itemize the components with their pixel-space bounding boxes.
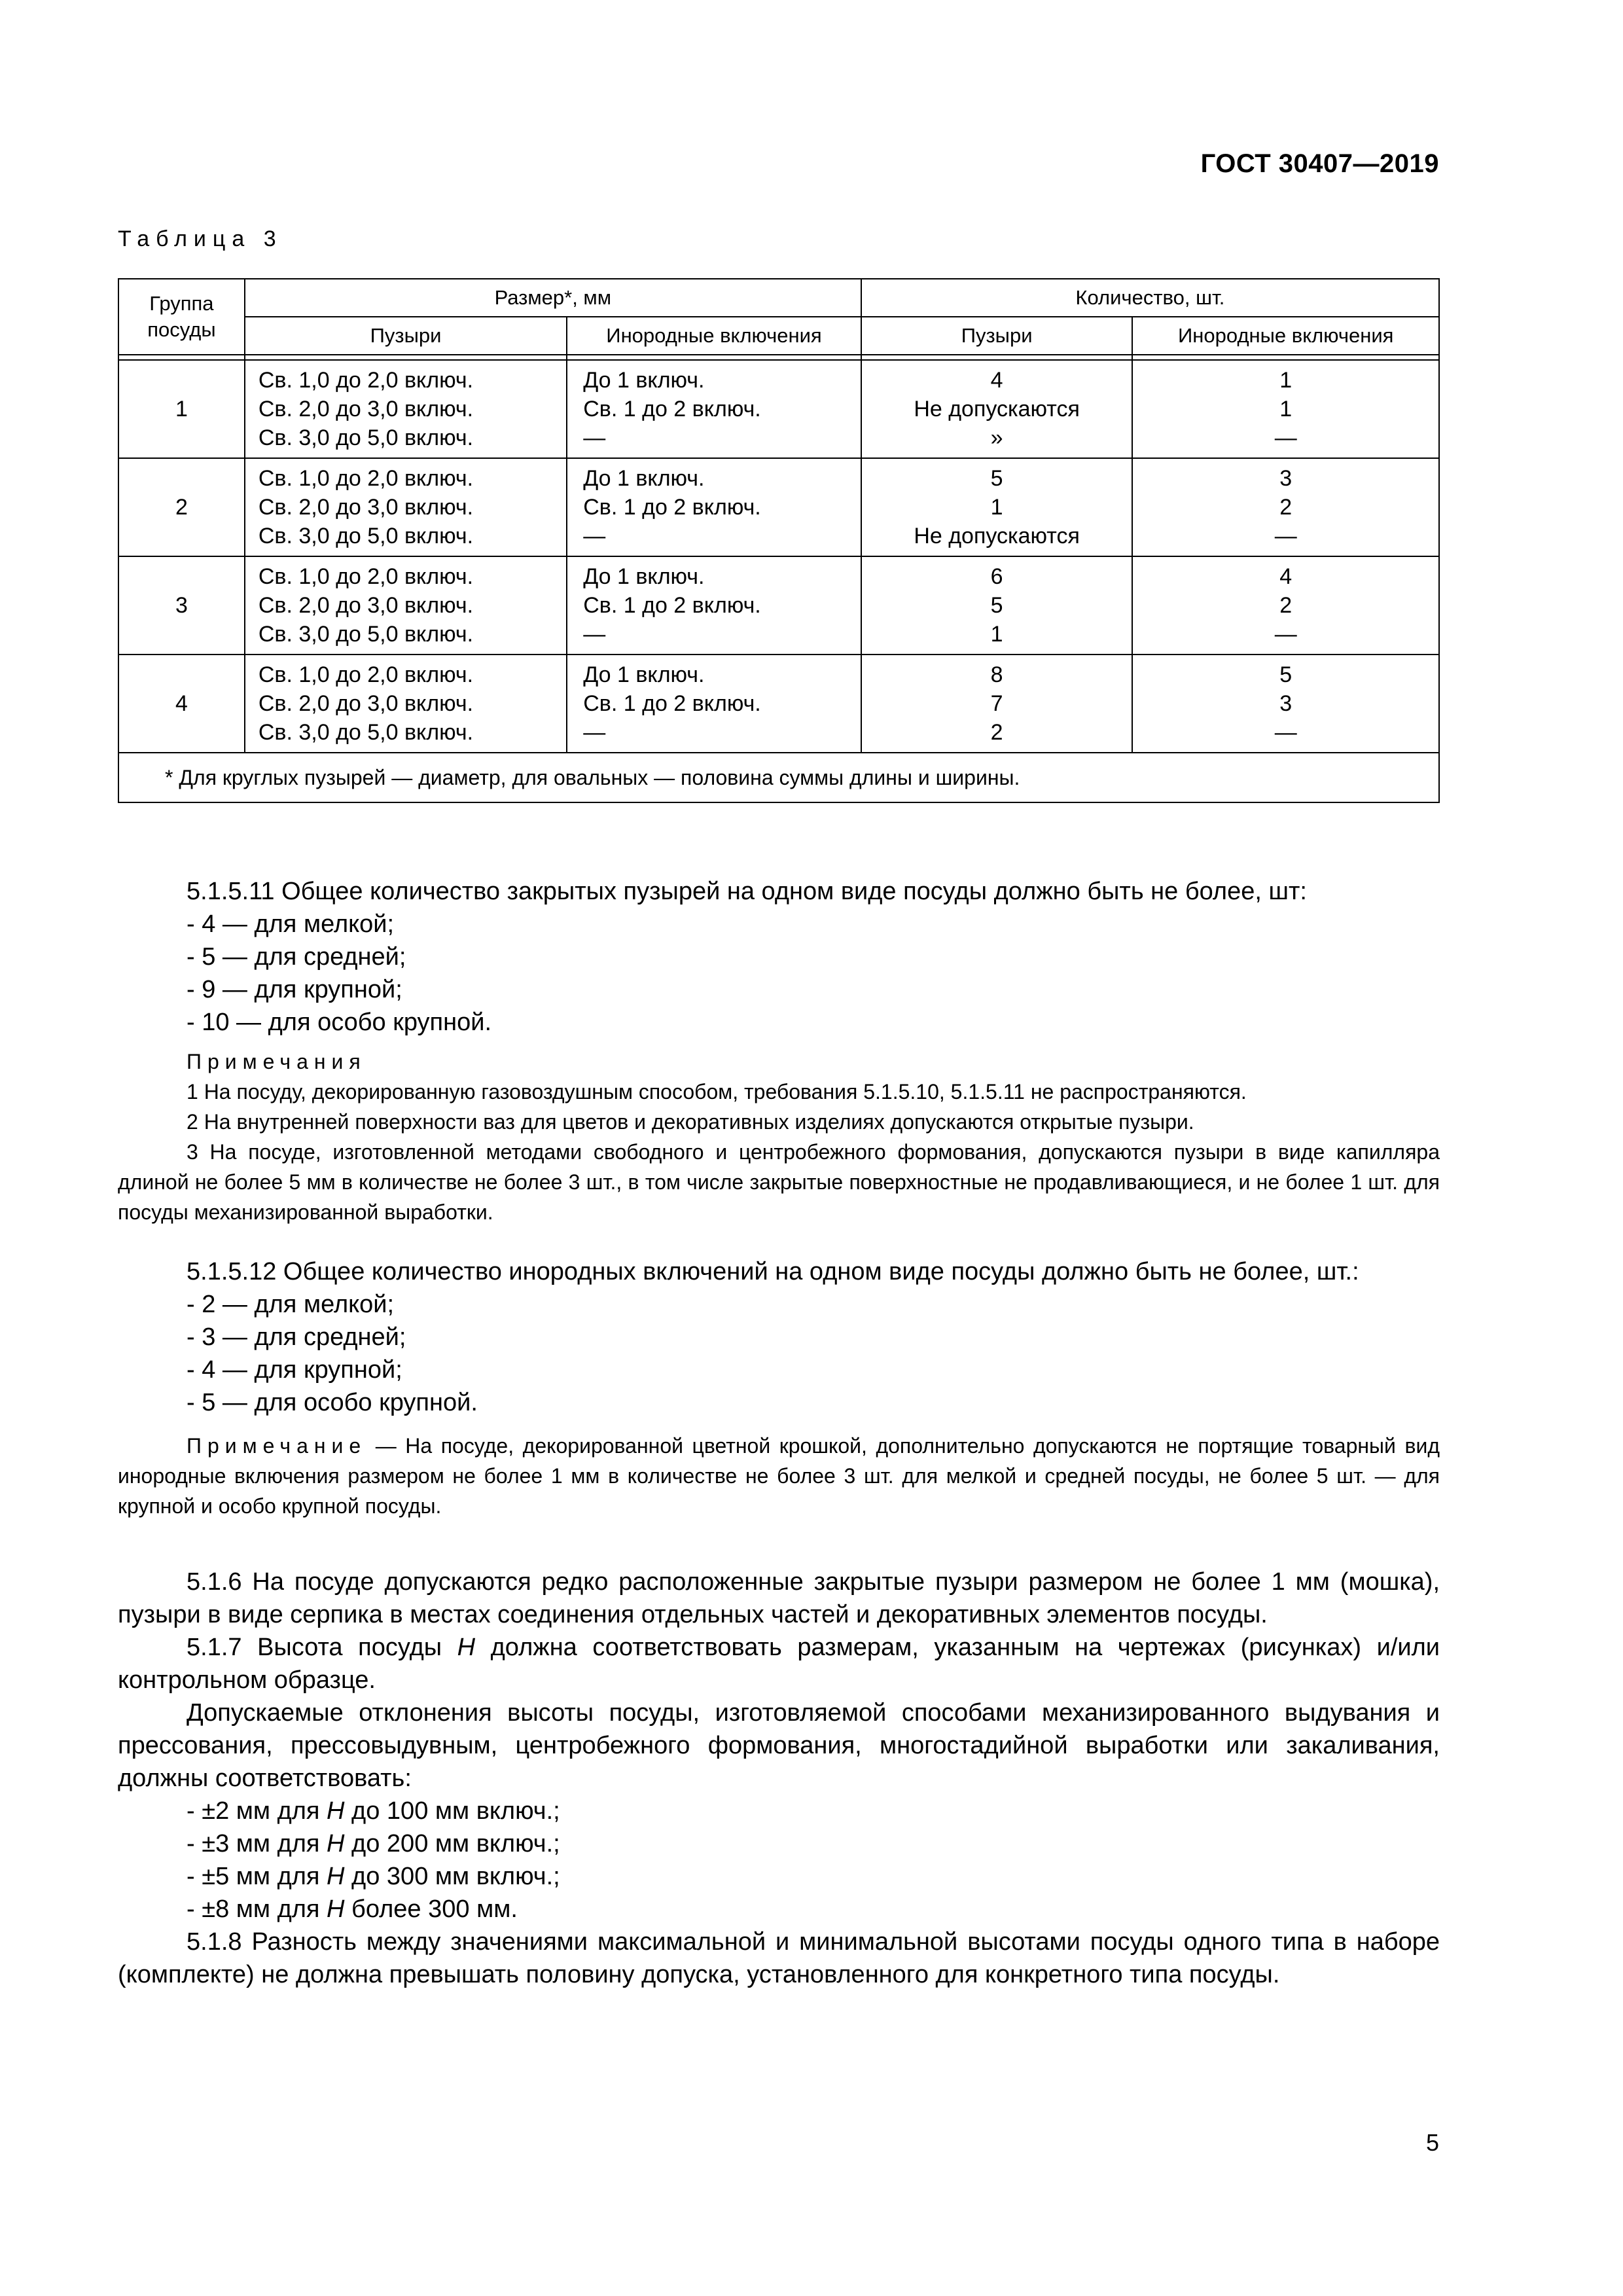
header-count-inclusions: Инородные включения [1132,317,1439,355]
table-row [118,556,1439,655]
section-5-1-5-12 [118,1255,1440,1521]
list-item: - 5 — для средней; [187,943,406,971]
notes-heading: Примечания [187,1050,366,1073]
cell-size-bubbles: Св. 1,0 до 2,0 включ. Св. 2,0 до 3,0 включ. Св. 3,0 до 5,0 включ. [245,458,567,556]
cell-count-inclusions: 1 1 — [1132,360,1439,458]
cell-count-bubbles: 5 1 Не допускаются [861,458,1133,556]
note-item: 3 На посуде, изготовленной методами свободного и центробежного формования, допускаются пузыри в виде капилляра длиной не более 5 мм в количестве не более 3 шт., в том числе закрытые поверхностные не продавливающиеся, и не более 1 шт. для посуды механизированной выработки. [118,1140,1440,1224]
section-5-1-6-to-5-1-8 [118,1566,1440,1991]
paragraph-5-1-8: 5.1.8 Разность между значениями максимальной и минимальной высотами посуды одного типа в наборе (комплекте) не должна превышать половину допуска, установленного для конкретного типа посуды. [118,1928,1440,1988]
table-title: Таблица 3 [118,226,283,251]
list-item: - 10 — для особо крупной. [187,1009,492,1036]
cell-count-inclusions: 4 2 — [1132,556,1439,655]
table-row [118,458,1439,556]
cell-group: 1 [118,360,245,458]
section-5-1-5-11 [118,875,1440,1227]
note-item: 2 На внутренней поверхности ваз для цветов и декоративных изделиях допускаются открытые пузыри. [187,1110,1194,1134]
note-item: 1 На посуду, декорированную газовоздушным способом, требования 5.1.5.10, 5.1.5.11 не распространяются. [187,1080,1247,1103]
document-code: ГОСТ 30407—2019 [1200,149,1439,178]
cell-size-inclusions: До 1 включ. Св. 1 до 2 включ. — [567,360,861,458]
list-item: - ±5 мм для H до 300 мм включ.; [187,1863,560,1890]
list-item: - ±3 мм для H до 200 мм включ.; [187,1830,560,1857]
note-label: Примечание [187,1434,367,1458]
paragraph-5-1-5-12: 5.1.5.12 Общее количество инородных включений на одном виде посуды должно быть не более, шт.: [187,1258,1359,1285]
header-gap [118,355,1439,360]
note-text: — На посуде, декорированной цветной крошкой, дополнительно допускаются не портящие товарный вид инородные включения размером не более 1 мм в количестве не более 3 шт. для мелкой и средней посуды, не более 5 шт. — для крупной и особо крупной посуды. [118,1434,1440,1518]
list-item: - 4 — для крупной; [187,1356,402,1384]
cell-count-bubbles: 4 Не допускаются » [861,360,1133,458]
cell-size-bubbles: Св. 1,0 до 2,0 включ. Св. 2,0 до 3,0 включ. Св. 3,0 до 5,0 включ. [245,556,567,655]
table-3 [118,278,1440,803]
list-item: - ±2 мм для H до 100 мм включ.; [187,1797,560,1825]
cell-size-inclusions: До 1 включ. Св. 1 до 2 включ. — [567,458,861,556]
header-count: Количество, шт. [861,279,1439,317]
table-row [118,360,1439,458]
header-group: Группа посуды [118,279,245,355]
cell-size-inclusions: До 1 включ. Св. 1 до 2 включ. — [567,556,861,655]
header-size-bubbles: Пузыри [245,317,567,355]
text-fragment: должна соответствовать размерам, указанным на чертежах (рисунках) и/или контрольном образце. [118,1634,1440,1694]
header-size: Размер*, мм [245,279,861,317]
header-count-bubbles: Пузыри [861,317,1133,355]
paragraph-5-1-7-tolerances: Допускаемые отклонения высоты посуды, изготовляемой способами механизированного выдувания и прессования, прессовыдувным, центробежного формования, многостадийной выработки или закаливания, должны соответствовать: [118,1699,1440,1792]
header-size-inclusions: Инородные включения [567,317,861,355]
symbol-h: H [457,1634,476,1661]
cell-count-inclusions: 5 3 — [1132,655,1439,753]
list-item: - 5 — для особо крупной. [187,1389,478,1416]
list-item: - 4 — для мелкой; [187,910,395,938]
list-item: - 2 — для мелкой; [187,1291,395,1318]
table-footnote: * Для круглых пузырей — диаметр, для овальных — половина суммы длины и ширины. [118,753,1439,802]
paragraph-5-1-7 [118,1631,1440,1696]
cell-count-bubbles: 8 7 2 [861,655,1133,753]
text-fragment: 5.1.7 Высота посуды [187,1634,457,1661]
list-item: - 3 — для средней; [187,1323,406,1351]
cell-group: 4 [118,655,245,753]
cell-count-bubbles: 6 5 1 [861,556,1133,655]
page-number: 5 [1425,2129,1439,2156]
note-paragraph [118,1431,1440,1521]
cell-size-bubbles: Св. 1,0 до 2,0 включ. Св. 2,0 до 3,0 включ. Св. 3,0 до 5,0 включ. [245,655,567,753]
paragraph-5-1-5-11: 5.1.5.11 Общее количество закрытых пузырей на одном виде посуды должно быть не более, шт: [187,878,1307,905]
cell-size-bubbles: Св. 1,0 до 2,0 включ. Св. 2,0 до 3,0 включ. Св. 3,0 до 5,0 включ. [245,360,567,458]
cell-group: 2 [118,458,245,556]
cell-group: 3 [118,556,245,655]
paragraph-5-1-6: 5.1.6 На посуде допускаются редко расположенные закрытые пузыри размером не более 1 мм (мошка), пузыри в виде серпика в местах соединения отдельных частей и декоративных элементов посуды. [118,1568,1440,1628]
table-row [118,655,1439,753]
list-item: - 9 — для крупной; [187,976,402,1003]
cell-count-inclusions: 3 2 — [1132,458,1439,556]
list-item: - ±8 мм для H более 300 мм. [187,1895,518,1923]
cell-size-inclusions: До 1 включ. Св. 1 до 2 включ. — [567,655,861,753]
